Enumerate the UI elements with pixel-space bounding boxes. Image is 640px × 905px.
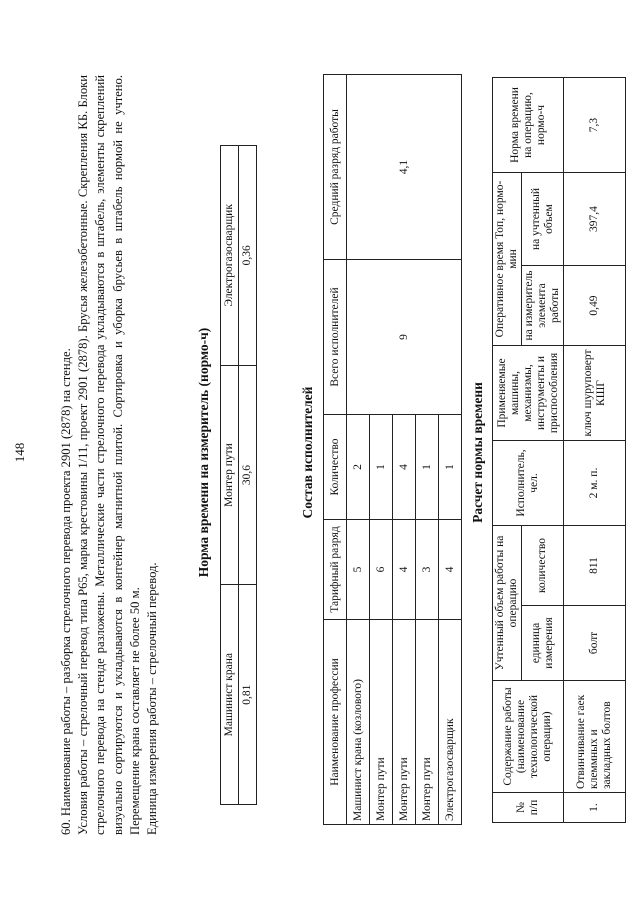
calc-header-qty: количество xyxy=(522,526,564,606)
staff-count: 1 xyxy=(439,415,462,520)
table-row xyxy=(347,75,370,825)
staff-profession: Электрогазосварщик xyxy=(439,620,462,825)
norm-value-welder: 0,36 xyxy=(239,146,257,366)
staff-profession: Монтер пути xyxy=(416,620,439,825)
norm-header-track: Монтер пути xyxy=(221,365,239,585)
staff-count: 4 xyxy=(393,415,416,520)
staff-header-profession: Наименование профессии xyxy=(324,620,347,825)
calc-header-optime: Оперативное время Топ, нормо-мин xyxy=(493,173,522,346)
calc-per-unit: 0,49 xyxy=(564,266,626,346)
calc-header-norm: Норма времени на операцию, нормо-ч xyxy=(493,78,564,173)
table-row xyxy=(221,146,239,805)
work-name: 60. Наименование работы – разборка стрелочного перевода проекта 2901 (2878) на стенде. xyxy=(59,348,73,835)
staff-grade: 5 xyxy=(347,520,370,620)
staff-header-avg: Средний разряд работы xyxy=(324,75,347,260)
calc-header-per-volume: на учтенный объем xyxy=(522,173,564,266)
calc-title: Расчет нормы времени xyxy=(470,382,485,523)
norm-header-crane: Машинист крана xyxy=(221,585,239,805)
table-row xyxy=(324,75,347,825)
work-conditions: Условия работы – стрелочный перевод типа Р65, марка крестовины 1/11, проект 2901 (2878). Брусья железобетонные. Скрепления КБ. Блоки стрелочного перевода на стенде разложены. Металлические части стрелочного перевода укладываются в штабель, элементы скреплений визуально сортируются и укладываются в контейнер магнитной плитой. Сортировка и уборка брусьев в штабель нормой не учтено. Перемещение крана составляет не более 50 м. xyxy=(76,75,142,835)
staff-grade: 3 xyxy=(416,520,439,620)
staff-count: 1 xyxy=(416,415,439,520)
staff-grade: 4 xyxy=(439,520,462,620)
staff-grade: 6 xyxy=(370,520,393,620)
staff-count: 1 xyxy=(370,415,393,520)
calc-norm: 7,3 xyxy=(564,78,626,173)
calc-header-per-unit: на измеритель элемента работы xyxy=(522,266,564,346)
staff-count: 2 xyxy=(347,415,370,520)
calc-content: Отвинчивание гаек клеммных и закладных болтов xyxy=(564,681,626,793)
calc-per-volume: 397,4 xyxy=(564,173,626,266)
staff-avg-grade: 4,1 xyxy=(347,75,462,260)
calc-header-content: Содержание работы (наименование технологической операции) xyxy=(493,681,564,793)
intro-text xyxy=(58,75,161,835)
staff-header-count: Количество xyxy=(324,415,347,520)
calc-num: 1. xyxy=(564,793,626,823)
staff-grade: 4 xyxy=(393,520,416,620)
table-row xyxy=(493,78,522,823)
staff-header-grade: Тарифный разряд xyxy=(324,520,347,620)
calc-table xyxy=(492,77,626,823)
calc-header-executor: Исполнитель, чел. xyxy=(493,441,564,526)
calc-header-tools: Применяемые машины, механизмы, инструменты и приспособления xyxy=(493,346,564,441)
table-row xyxy=(239,146,257,805)
staff-header-total: Всего исполнителей xyxy=(324,260,347,415)
norm-value-crane: 0,81 xyxy=(239,585,257,805)
calc-unit: болт xyxy=(564,606,626,681)
calc-header-volume: Учтенный объем работы на операцию xyxy=(493,526,522,681)
calc-header-unit: единица измерения xyxy=(522,606,564,681)
calc-tools: ключ шуруповерт КШГ xyxy=(564,346,626,441)
staff-total: 9 xyxy=(347,260,462,415)
norm-value-track: 30,6 xyxy=(239,365,257,585)
calc-header-num: № п/п xyxy=(493,793,564,823)
work-unit: Единица измерения работы – стрелочный перевод. xyxy=(145,562,160,835)
calc-executor: 2 м. п. xyxy=(564,441,626,526)
table-row xyxy=(564,78,626,823)
staff-profession: Монтер пути xyxy=(370,620,393,825)
norm-table xyxy=(220,145,257,805)
staff-profession: Монтер пути xyxy=(393,620,416,825)
staff-title: Состав исполнителей xyxy=(300,386,315,519)
staff-profession: Машинист крана (козлового) xyxy=(347,620,370,825)
norm-title: Норма времени на измеритель (нормо-ч) xyxy=(196,327,211,578)
staff-table xyxy=(323,74,462,825)
page-number: 148 xyxy=(12,442,27,463)
calc-qty: 811 xyxy=(564,526,626,606)
norm-header-welder: Электрогазосварщик xyxy=(221,146,239,366)
